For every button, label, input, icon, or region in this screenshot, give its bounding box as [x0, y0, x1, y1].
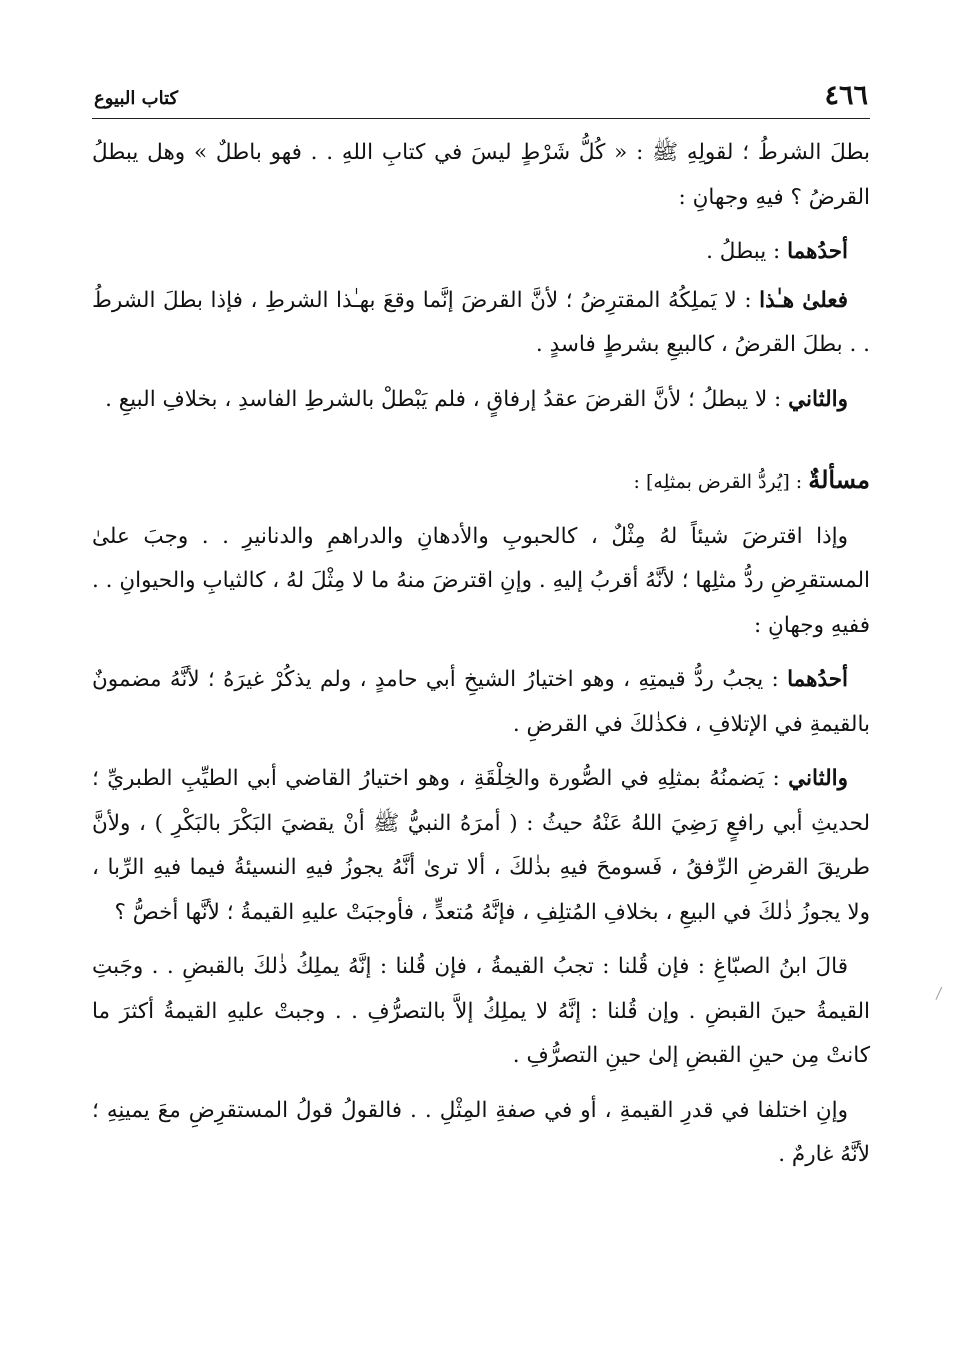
paragraph-6 — [92, 658, 870, 747]
page-header — [92, 78, 870, 119]
paragraph-4-text: : لا يبطلُ ؛ لأنَّ القرضَ عقدُ إرفاقٍ ، فلم يَبْطلْ بالشرطِ الفاسدِ ، بخلافِ البيعِ . — [105, 386, 789, 412]
paragraph-7 — [92, 757, 870, 935]
page-body — [92, 131, 870, 1178]
paragraph-9: وإنِ اختلفا في قدرِ القيمةِ ، أو في صفةِ المِثْلِ . . فالقولُ قولُ المستقرِضِ معَ يمينِهِ ؛ لأنَّهُ غارمٌ . — [92, 1097, 870, 1167]
page-number: ٤٦٦ — [824, 80, 868, 111]
paragraph-7-text: : يَضمنُهُ بمثلِهِ في الصُّورة والخِلْقَةِ ، وهو اختيارُ القاضي أبي الطيِّبِ الطبريِّ ؛ لحديثِ أبي رافعٍ رَضِيَ اللهُ عَنْهُ حيثُ : ( أمرَهُ النبيُّ ﷺ أنْ يقضيَ البَكْرَ بالبَكْرِ ) ، ولأنَّ طريقَ القرضِ الرِّفقُ ، فَسومحَ فيهِ بذٰلكَ ، ألا ترىٰ أنَّهُ يجوزُ فيهِ النسيئةُ فيما فيهِ الرِّبا ، ولا يجوزُ ذٰلكَ في البيعِ ، بخلافِ المُتلِفِ ، فإنَّهُ مُتعدٍّ ، فأوجبَتْ عليهِ القيمةُ ؛ لأنَّها أخصُّ ؟ — [92, 766, 870, 925]
paragraph-2-text: : يبطلُ . — [706, 239, 788, 264]
paragraph-5: وإذا اقترضَ شيئاً لهُ مِثْلٌ ، كالحبوبِ والأدهانِ والدراهمِ والدنانيرِ . . وجبَ علىٰ المستقرِضِ ردُّ مثلِها ؛ لأنَّهُ أقربُ إليهِ . وإنِ اقترضَ منهُ ما لا مِثْلَ لهُ ، كالثيابِ والحيوانِ . . ففيهِ وجهانِ : — [92, 523, 870, 638]
paragraph-3 — [92, 279, 870, 368]
paragraph-7-lead: والثاني — [788, 766, 848, 791]
paragraph-1: بطلَ الشرطُ ؛ لقولِهِ ﷺ : « كُلُّ شَرْطٍ ليسَ في كتابِ اللهِ . . فهو باطلٌ » وهل يبطلُ القرضُ ؟ فيهِ وجهانِ : — [92, 140, 870, 210]
paragraph-6-text: : يجبُ ردُّ قيمتِهِ ، وهو اختيارُ الشيخِ أبي حامدٍ ، ولم يذكُرْ غيرَهُ ؛ لأنَّهُ مضمونٌ بالقيمةِ في الإتلافِ ، فكذٰلكَ في القرضِ . — [92, 667, 870, 737]
paragraph-6-lead: أحدُهما — [787, 667, 848, 692]
paragraph-3-lead: فعلىٰ هـٰذا — [759, 287, 848, 313]
masala-subtitle: : [يُردُّ القرض بمثلِه] : — [633, 471, 809, 493]
masala-heading — [92, 458, 870, 505]
paragraph-4-lead: والثاني — [788, 386, 848, 412]
book-title: كتاب البيوع — [94, 88, 179, 109]
paragraph-3-text: : لا يَملِكُهُ المقترِضُ ؛ لأنَّ القرضَ إنَّما وقعَ بهـٰذا الشرطِ ، فإذا بطلَ الشرطُ . . بطلَ القرضُ ، كالبيعِ بشرطٍ فاسدٍ . — [92, 287, 870, 357]
paragraph-8: قالَ ابنُ الصبّاغِ : فإن قُلنا : تجبُ القيمةُ ، فإن قُلنا : إنَّهُ يملِكُ ذٰلكَ بالقبضِ . . وجَبتِ القيمةُ حينَ القبضِ . وإن قُلنا : إنَّهُ لا يملِكُ إلاَّ بالتصرُّفِ . . وجبتْ عليهِ القيمةُ أكثرَ ما كانتْ مِن حينِ القبضِ إلىٰ حينِ التصرُّفِ . — [92, 954, 870, 1068]
paragraph-4 — [92, 378, 870, 423]
paragraph-2-lead: أحدُهما — [787, 239, 848, 264]
margin-mark — [935, 987, 949, 1003]
masala-title: مسألةٌ — [808, 465, 870, 494]
document-page — [92, 78, 870, 1188]
section-gap — [92, 432, 870, 458]
paragraph-2 — [92, 230, 870, 275]
